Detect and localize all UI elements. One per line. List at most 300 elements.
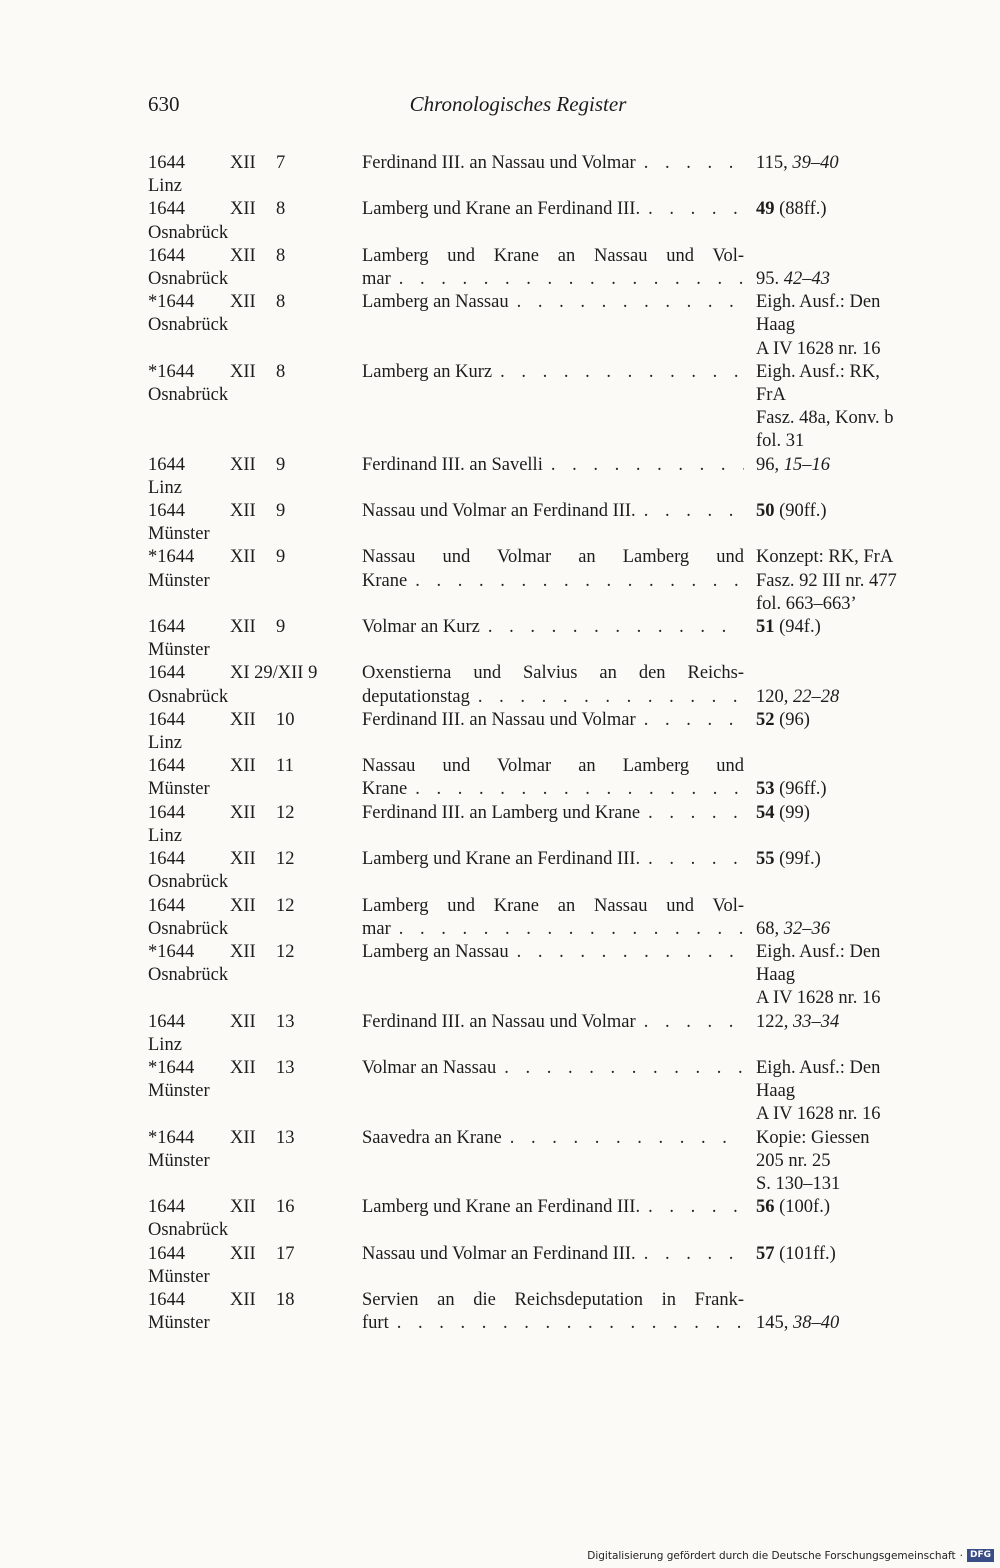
entry-year: 1644 [148, 1197, 185, 1218]
subject-text: Krane [362, 570, 408, 591]
reference-line [756, 709, 894, 732]
reference-line [756, 407, 894, 430]
entry-day: 17 [276, 1243, 295, 1264]
entry-reference [744, 1289, 894, 1335]
reference-number: 55 [756, 849, 775, 870]
reference-pages: 22–28 [793, 686, 840, 707]
entry-date [148, 1011, 362, 1034]
entry-reference [744, 198, 894, 244]
entry-subject [362, 848, 744, 894]
subject-text: Lamberg und Krane an Ferdinand III. [362, 1197, 641, 1218]
reference-text: A IV 1628 nr. 16 [756, 1104, 881, 1125]
entry-date-place [148, 662, 362, 708]
subject-text: Saavedra an Krane [362, 1127, 502, 1148]
subject-line [362, 1243, 744, 1266]
leader-dots [509, 941, 744, 964]
reference-text: 96, [756, 454, 784, 475]
entry-reference [744, 1196, 894, 1242]
entry-date-place [148, 755, 362, 801]
entry-subject [362, 546, 744, 616]
entry-day: 12 [276, 849, 295, 870]
reference-text: 205 nr. 25 [756, 1150, 831, 1171]
reference-line [756, 755, 894, 778]
register-entry [148, 291, 908, 361]
entry-month: XII [230, 361, 256, 382]
entry-year: 1644 [148, 245, 185, 266]
subject-text: Lamberg an Nassau [362, 292, 509, 313]
reference-line [756, 384, 894, 407]
entry-place: Linz [148, 477, 182, 498]
entry-reference [744, 802, 894, 848]
entry-month: XII [230, 617, 256, 638]
footer-separator: · [959, 1549, 963, 1562]
entry-day: 12 [276, 895, 295, 916]
reference-text: fol. 663–663’ [756, 593, 857, 614]
register-entry [148, 1057, 908, 1127]
entry-subject [362, 1196, 744, 1242]
register-entry [148, 361, 908, 454]
entry-subject [362, 198, 744, 244]
entry-date-place [148, 941, 362, 1011]
register-entry [148, 1127, 908, 1197]
subject-line [362, 918, 744, 941]
reference-text: Eigh. Ausf.: Den [756, 941, 881, 962]
entry-date [148, 1057, 362, 1080]
entry-reference [744, 1243, 894, 1289]
subject-line [362, 755, 744, 778]
leader-dots [391, 918, 744, 941]
entry-reference [744, 895, 894, 941]
register-entry [148, 848, 908, 894]
reference-pages: 33–34 [793, 1011, 840, 1032]
entry-day: 12 [276, 802, 295, 823]
entry-reference [744, 361, 894, 454]
entry-place: Osnabrück [148, 686, 229, 707]
leader-dots [492, 361, 744, 384]
entry-month: XII [230, 941, 256, 962]
subject-text: Ferdinand III. an Savelli [362, 454, 543, 475]
entry-month: XII [230, 895, 256, 916]
subject-line [362, 268, 744, 291]
entry-reference [744, 454, 894, 500]
entry-month: XII [230, 1057, 256, 1078]
entry-reference [744, 546, 897, 616]
entry-year: *1644 [148, 292, 195, 313]
entry-year: 1644 [148, 1243, 185, 1264]
subject-line [362, 570, 744, 593]
subject-line [362, 1289, 744, 1312]
entry-date [148, 291, 362, 314]
reference-pages: 32–36 [783, 918, 830, 939]
reference-line [756, 291, 894, 314]
entry-place: Münster [148, 1266, 210, 1287]
entry-date [148, 802, 362, 825]
entry-place: Münster [148, 640, 210, 661]
reference-pages: 39–40 [792, 153, 839, 173]
entry-date-place [148, 1057, 362, 1127]
reference-line [756, 1127, 894, 1150]
entry-subject [362, 755, 744, 801]
entry-month: XII [230, 454, 256, 475]
entry-year: 1644 [148, 849, 185, 870]
entry-month: XII [230, 1011, 256, 1032]
register-entry [148, 1243, 908, 1289]
subject-text: Nassau und Volmar an Lamberg und [362, 547, 744, 568]
entry-place: Osnabrück [148, 269, 229, 290]
subject-line [362, 1196, 744, 1219]
subject-line [362, 361, 744, 384]
reference-line [756, 1289, 894, 1312]
entry-year: 1644 [148, 802, 185, 823]
page-header [148, 92, 888, 128]
reference-text: A IV 1628 nr. 16 [756, 988, 881, 1009]
subject-line [362, 616, 744, 639]
reference-text: 68, [756, 918, 784, 939]
subject-text: Lamberg an Kurz [362, 361, 493, 382]
entry-day: 12 [276, 941, 295, 962]
entry-year: 1644 [148, 1289, 185, 1310]
entry-place: Linz [148, 1034, 182, 1055]
entry-subject [362, 291, 744, 361]
leader-dots [543, 454, 744, 477]
reference-line [756, 1312, 894, 1335]
reference-text: 115, [756, 153, 793, 173]
entry-date [148, 941, 362, 964]
entry-day: 16 [276, 1197, 295, 1218]
entry-day: 7 [276, 153, 286, 173]
reference-text: FrA [756, 385, 786, 406]
subject-text: Lamberg und Krane an Nassau und Vol- [362, 245, 744, 266]
reference-number: 53 [756, 779, 775, 800]
entry-date-place [148, 361, 362, 454]
reference-line [756, 314, 894, 337]
entry-place: Linz [148, 176, 182, 197]
reference-text: (99f.) [774, 849, 821, 870]
reference-text: Kopie: Giessen [756, 1127, 870, 1148]
leader-dots [407, 778, 744, 801]
subject-line [362, 1312, 744, 1335]
entry-subject [362, 361, 744, 454]
leader-dots [640, 802, 744, 825]
reference-line [756, 546, 894, 569]
entry-year: *1644 [148, 547, 195, 568]
reference-line [756, 662, 894, 685]
reference-pages: 15–16 [783, 454, 830, 475]
entry-month: XII [230, 1289, 256, 1310]
entry-date-place [148, 848, 362, 894]
reference-text: Fasz. 48a, Konv. b [756, 408, 894, 429]
reference-text: Eigh. Ausf.: Den [756, 292, 881, 313]
subject-line [362, 802, 744, 825]
entry-year: 1644 [148, 454, 185, 475]
subject-line [362, 1057, 744, 1080]
entry-date [148, 546, 362, 569]
entry-date [148, 1196, 362, 1219]
reference-line [756, 895, 894, 918]
leader-dots [496, 1057, 744, 1080]
register-entry [148, 755, 908, 801]
leader-dots [636, 500, 744, 523]
register-entry [148, 454, 908, 500]
entry-date-place [148, 1243, 362, 1289]
leader-dots [480, 616, 744, 639]
subject-line [362, 662, 744, 685]
subject-text: Ferdinand III. an Nassau und Volmar [362, 153, 636, 173]
entry-year: 1644 [148, 1011, 185, 1032]
subject-text: Lamberg an Nassau [362, 941, 509, 962]
reference-pages: 38–40 [793, 1313, 840, 1334]
reference-number: 51 [756, 617, 775, 638]
entry-day: 13 [276, 1057, 295, 1078]
reference-line [756, 152, 894, 175]
entry-date [148, 1127, 362, 1150]
reference-number: 57 [756, 1243, 775, 1264]
entry-date-place [148, 1011, 362, 1057]
register-entry [148, 1289, 908, 1335]
entry-date [148, 152, 362, 175]
reference-text: Eigh. Ausf.: RK, [756, 361, 880, 382]
subject-text: Oxenstierna und Salvius an den Reichs- [362, 663, 744, 684]
reference-line [756, 616, 894, 639]
reference-text: (99) [774, 802, 810, 823]
leader-dots [636, 1243, 744, 1266]
entry-day: 11 [276, 756, 294, 777]
entry-subject [362, 662, 744, 708]
entry-month: XII [230, 292, 256, 313]
entry-month: XI 29/XII 9 [230, 663, 318, 684]
entry-place: Münster [148, 524, 210, 545]
entry-month: XII [230, 849, 256, 870]
subject-text: Ferdinand III. an Nassau und Volmar [362, 709, 636, 730]
reference-text: 95. [756, 269, 784, 290]
register-entry [148, 546, 908, 616]
entry-place: Münster [148, 1081, 210, 1102]
subject-text: Nassau und Volmar an Lamberg und [362, 756, 744, 777]
register-entry [148, 1011, 908, 1057]
entry-month: XII [230, 1243, 256, 1264]
leader-dots [640, 198, 744, 221]
reference-line [756, 500, 894, 523]
reference-number: 50 [756, 501, 775, 522]
reference-line [756, 268, 894, 291]
entry-month: XII [230, 802, 256, 823]
entry-year: 1644 [148, 501, 185, 522]
reference-line [756, 1173, 894, 1196]
reference-text: (88ff.) [774, 199, 827, 220]
entry-month: XII [230, 1127, 256, 1148]
subject-line [362, 152, 744, 175]
reference-text: (94f.) [774, 617, 821, 638]
entry-date [148, 198, 362, 221]
leader-dots [640, 848, 744, 871]
entry-subject [362, 802, 744, 848]
entry-reference [744, 616, 894, 662]
reference-line [756, 802, 894, 825]
entry-subject [362, 1011, 744, 1057]
entry-year: 1644 [148, 153, 185, 173]
subject-text: Nassau und Volmar an Ferdinand III. [362, 1243, 636, 1264]
reference-line [756, 918, 894, 941]
dfg-logo: DFG [967, 1549, 994, 1562]
subject-line [362, 941, 744, 964]
subject-line [362, 1011, 744, 1034]
entry-subject [362, 454, 744, 500]
entry-date [148, 709, 362, 732]
reference-line [756, 778, 894, 801]
entry-date-place [148, 546, 362, 616]
entry-date [148, 662, 362, 685]
subject-line [362, 198, 744, 221]
subject-text: Lamberg und Krane an Nassau und Vol- [362, 895, 744, 916]
entry-month: XII [230, 501, 256, 522]
entry-date-place [148, 616, 362, 662]
entry-day: 9 [276, 547, 286, 568]
reference-line [756, 941, 894, 964]
entry-day: 10 [276, 709, 295, 730]
reference-line [756, 570, 897, 593]
entry-subject [362, 245, 744, 291]
entry-day: 8 [276, 292, 286, 313]
register-entry [148, 802, 908, 848]
entry-month: XII [230, 709, 256, 730]
entry-place: Osnabrück [148, 222, 229, 243]
entry-reference [744, 755, 894, 801]
entry-place: Osnabrück [148, 965, 229, 986]
entry-month: XII [230, 547, 256, 568]
entry-year: 1644 [148, 895, 185, 916]
entry-date [148, 895, 362, 918]
reference-text: (100f.) [774, 1197, 830, 1218]
subject-text: mar [362, 918, 391, 939]
subject-text: deputationstag [362, 686, 470, 707]
subject-text: Volmar an Nassau [362, 1057, 497, 1078]
subject-line [362, 686, 744, 709]
entry-date [148, 1243, 362, 1266]
entry-subject [362, 1243, 744, 1289]
reference-number: 54 [756, 802, 775, 823]
subject-line [362, 1127, 744, 1150]
entry-date [148, 616, 362, 639]
entry-month: XII [230, 1197, 256, 1218]
reference-line [756, 338, 894, 361]
entry-year: 1644 [148, 709, 185, 730]
entry-date-place [148, 1289, 362, 1335]
entry-reference [744, 245, 894, 291]
entry-place: Osnabrück [148, 385, 229, 406]
subject-text: Nassau und Volmar an Ferdinand III. [362, 501, 636, 522]
subject-text: furt [362, 1313, 389, 1334]
entry-year: *1644 [148, 1127, 195, 1148]
subject-text: Servien an die Reichsdeputation in Frank- [362, 1289, 744, 1310]
subject-line [362, 245, 744, 268]
leader-dots [636, 152, 744, 175]
entry-reference [744, 941, 894, 1011]
reference-line [756, 1080, 894, 1103]
reference-text: (96ff.) [774, 779, 827, 800]
subject-line [362, 895, 744, 918]
register-entry [148, 152, 908, 198]
entry-reference [744, 1127, 894, 1197]
reference-text: 122, [756, 1011, 793, 1032]
reference-pages: 42–43 [783, 269, 830, 290]
reference-text: (101ff.) [774, 1243, 836, 1264]
entry-date-place [148, 802, 362, 848]
entry-year: *1644 [148, 941, 195, 962]
entry-year: *1644 [148, 361, 195, 382]
entry-subject [362, 941, 744, 1011]
entry-subject [362, 1289, 744, 1335]
entry-reference [744, 152, 894, 198]
reference-line [756, 1103, 894, 1126]
entry-date-place [148, 895, 362, 941]
entry-place: Münster [148, 1150, 210, 1171]
leader-dots [502, 1127, 744, 1150]
entry-place: Osnabrück [148, 315, 229, 336]
leader-dots [509, 291, 744, 314]
entry-year: 1644 [148, 199, 185, 220]
reference-text: (96) [774, 709, 810, 730]
subject-text: mar [362, 269, 391, 290]
reference-text: 120, [756, 686, 793, 707]
entry-date [148, 245, 362, 268]
entry-reference [744, 662, 894, 708]
reference-line [756, 198, 894, 221]
subject-line [362, 709, 744, 732]
register-entry [148, 709, 908, 755]
entry-subject [362, 152, 744, 198]
reference-text: Fasz. 92 III nr. 477 [756, 570, 897, 591]
register-entry [148, 198, 908, 244]
page-number: 630 [148, 92, 180, 116]
entry-reference [744, 1057, 894, 1127]
leader-dots [391, 268, 744, 291]
register-entry [148, 500, 908, 546]
entry-day: 9 [276, 454, 286, 475]
entry-date-place [148, 152, 362, 198]
entry-subject [362, 709, 744, 755]
entry-day: 8 [276, 245, 286, 266]
reference-text: S. 130–131 [756, 1173, 841, 1194]
subject-text: Krane [362, 779, 408, 800]
reference-line [756, 454, 894, 477]
entry-place: Osnabrück [148, 918, 229, 939]
reference-line [756, 1196, 894, 1219]
footer-credit [587, 1549, 994, 1562]
entry-place: Münster [148, 570, 210, 591]
subject-line [362, 546, 744, 569]
entry-date-place [148, 454, 362, 500]
subject-line [362, 454, 744, 477]
reference-number: 52 [756, 709, 775, 730]
entry-reference [744, 709, 894, 755]
entry-month: XII [230, 153, 256, 173]
entry-subject [362, 500, 744, 546]
entry-date [148, 755, 362, 778]
register-entry [148, 895, 908, 941]
reference-text: (90ff.) [774, 501, 827, 522]
subject-line [362, 778, 744, 801]
entry-date-place [148, 291, 362, 361]
leader-dots [389, 1312, 744, 1335]
entry-date-place [148, 1196, 362, 1242]
entry-place: Münster [148, 1313, 210, 1334]
subject-text: Ferdinand III. an Lamberg und Krane [362, 802, 641, 823]
leader-dots [636, 709, 744, 732]
entry-place: Linz [148, 733, 182, 754]
reference-text: Haag [756, 315, 796, 336]
reference-line [756, 1150, 894, 1173]
entry-subject [362, 1127, 744, 1197]
